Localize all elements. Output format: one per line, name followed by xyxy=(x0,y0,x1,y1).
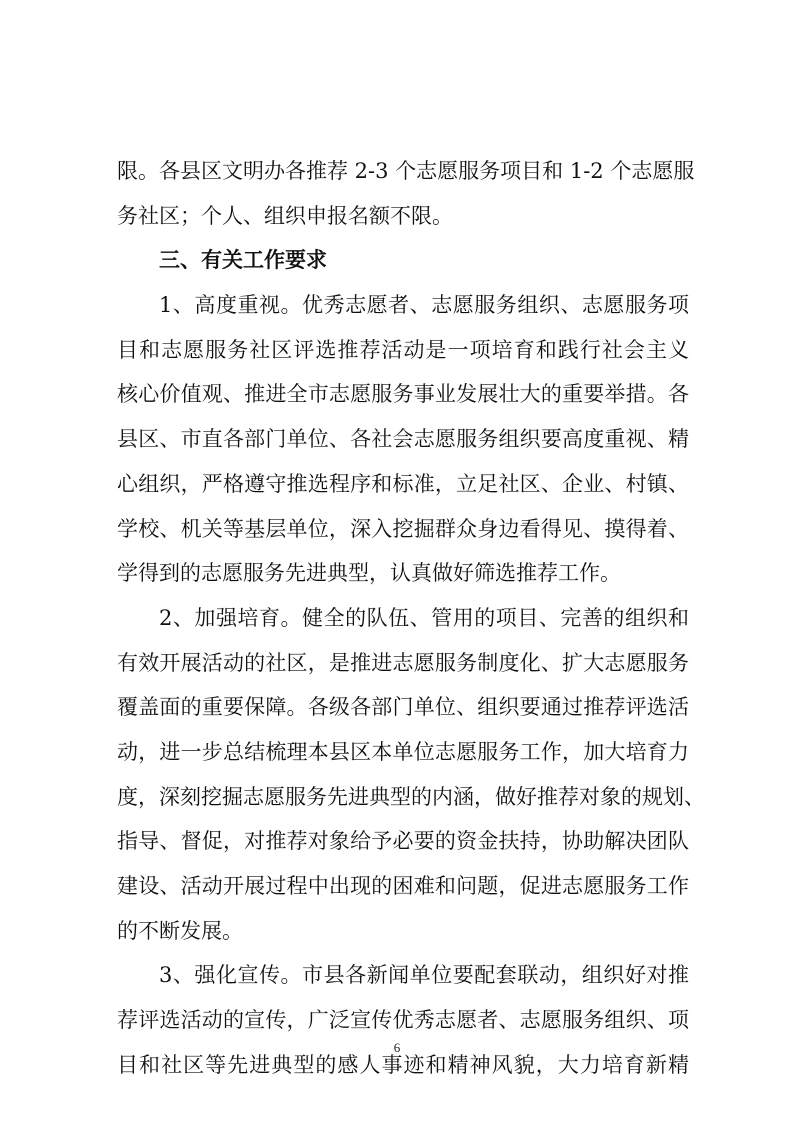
text-line: 学校、机关等基层单位，深入挖掘群众身边看得见、摸得着、 xyxy=(117,516,689,541)
text-line: 限。各县区文明办各推荐 2-3 个志愿服务项目和 1-2 个志愿服 xyxy=(117,159,695,183)
text-line: 务社区；个人、组织申报名额不限。 xyxy=(117,203,453,228)
section-heading: 三、有关工作要求 xyxy=(159,248,327,273)
text-line: 县区、市直各部门单位、各社会志愿服务组织要高度重视、精 xyxy=(117,427,689,452)
text-line: 目和社区等先进典型的感人事迹和精神风貌，大力培育新精 xyxy=(117,1052,689,1077)
text-line: 1、高度重视。优秀志愿者、志愿服务组织、志愿服务项 xyxy=(159,293,689,318)
text-line: 度，深刻挖掘志愿服务先进典型的内涵，做好推荐对象的规划、 xyxy=(117,784,705,809)
text-line: 核心价值观、推进全市志愿服务事业发展壮大的重要举措。各 xyxy=(117,382,689,407)
text-line: 心组织，严格遵守推选程序和标准，立足社区、企业、村镇、 xyxy=(117,471,689,496)
text-line: 2、加强培育。健全的队伍、管用的项目、完善的组织和 xyxy=(159,605,689,630)
page-number: 6 xyxy=(393,1040,401,1055)
text-line: 建设、活动开展过程中出现的困难和问题，促进志愿服务工作 xyxy=(117,874,689,898)
text-line: 指导、督促，对推荐对象给予必要的资金扶持，协助解决团队 xyxy=(117,829,689,854)
text-line: 动，进一步总结梳理本县区本单位志愿服务工作，加大培育力 xyxy=(117,739,689,764)
text-line: 学得到的志愿服务先进典型，认真做好筛选推荐工作。 xyxy=(117,561,621,586)
text-line: 的不断发展。 xyxy=(117,918,243,943)
text-line: 3、强化宣传。市县各新闻单位要配套联动，组织好对推 xyxy=(159,963,689,988)
text-line: 有效开展活动的社区，是推进志愿服务制度化、扩大志愿服务 xyxy=(117,650,689,675)
body-text xyxy=(117,149,705,1087)
text-line: 覆盖面的重要保障。各级各部门单位、组织要通过推荐评选活 xyxy=(117,695,689,720)
text-line: 荐评选活动的宣传，广泛宣传优秀志愿者、志愿服务组织、项 xyxy=(117,1008,689,1033)
text-line: 目和志愿服务社区评选推荐活动是一项培育和践行社会主义 xyxy=(117,337,689,362)
